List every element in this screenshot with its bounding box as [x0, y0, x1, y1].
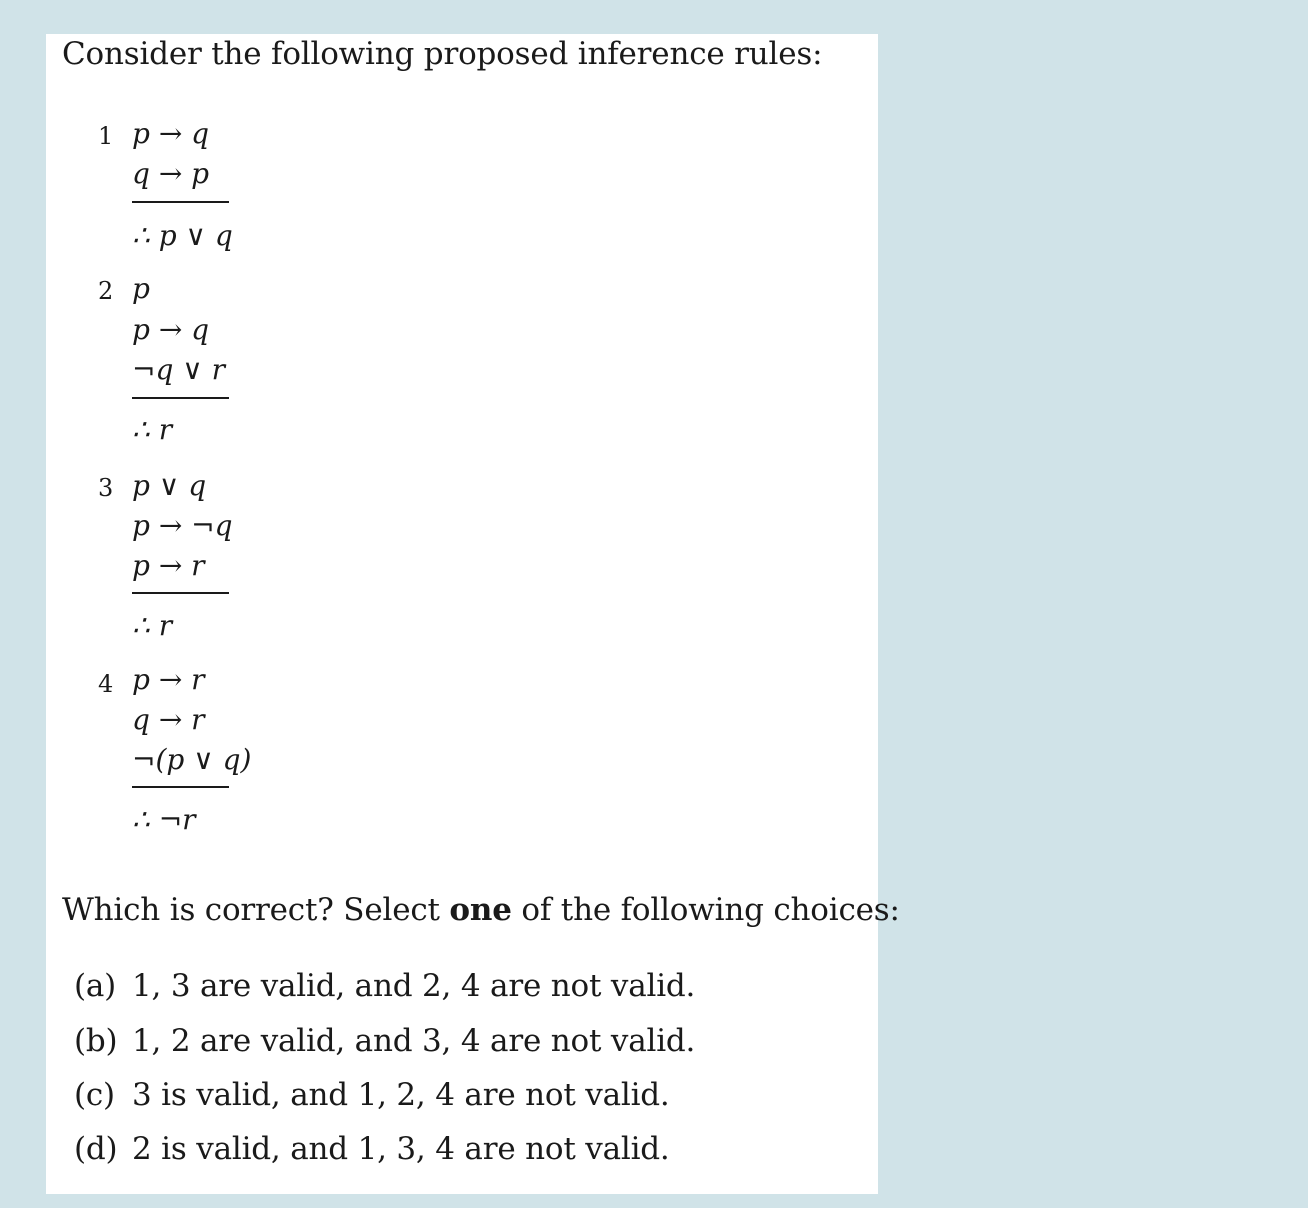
premise: q → p: [132, 157, 210, 190]
rule-number: 2: [98, 277, 114, 305]
conclusion: ∴ p ∨ q: [132, 219, 233, 252]
rule-number: 3: [98, 474, 114, 502]
premise: q → r: [132, 703, 205, 736]
rule-number: 1: [98, 122, 114, 150]
premise: p → r: [132, 663, 205, 696]
choice-label: (a): [74, 968, 117, 1004]
choice-b[interactable]: [74, 1023, 695, 1059]
premise: p ∨ q: [132, 469, 207, 502]
conclusion: ∴ r: [132, 609, 173, 642]
premise: p → q: [132, 117, 210, 150]
conclusion: ∴ ¬r: [132, 803, 196, 836]
choice-label: (b): [74, 1023, 118, 1059]
inference-bar: [132, 201, 229, 203]
inference-bar: [132, 397, 229, 399]
question-card: [46, 34, 900, 1194]
premise: p: [132, 272, 150, 305]
question-emphasis: one: [449, 892, 512, 928]
premise: p → ¬q: [132, 509, 233, 542]
choice-c[interactable]: [74, 1077, 670, 1113]
choice-text: 3 is valid, and 1, 2, 4 are not valid.: [132, 1077, 670, 1113]
choice-text: 1, 3 are valid, and 2, 4 are not valid.: [132, 968, 696, 1004]
choice-d[interactable]: [74, 1131, 670, 1167]
premise: ¬(p ∨ q): [132, 743, 252, 776]
premise: p → q: [132, 313, 210, 346]
choice-text: 2 is valid, and 1, 3, 4 are not valid.: [132, 1131, 670, 1167]
rule-number: 4: [98, 670, 114, 698]
choice-text: 1, 2 are valid, and 3, 4 are not valid.: [132, 1023, 696, 1059]
question-text: [62, 892, 900, 928]
inference-bar: [132, 786, 229, 788]
question-before: Which is correct? Select: [62, 892, 450, 928]
choice-a[interactable]: [74, 968, 695, 1004]
conclusion: ∴ r: [132, 413, 173, 446]
question-after: of the following choices:: [511, 892, 900, 928]
choice-label: (c): [74, 1077, 115, 1113]
premise: p → r: [132, 549, 205, 582]
choice-label: (d): [74, 1131, 118, 1167]
premise: ¬q ∨ r: [132, 353, 226, 386]
intro-text: Consider the following proposed inference rules:: [62, 36, 823, 72]
inference-bar: [132, 592, 229, 594]
